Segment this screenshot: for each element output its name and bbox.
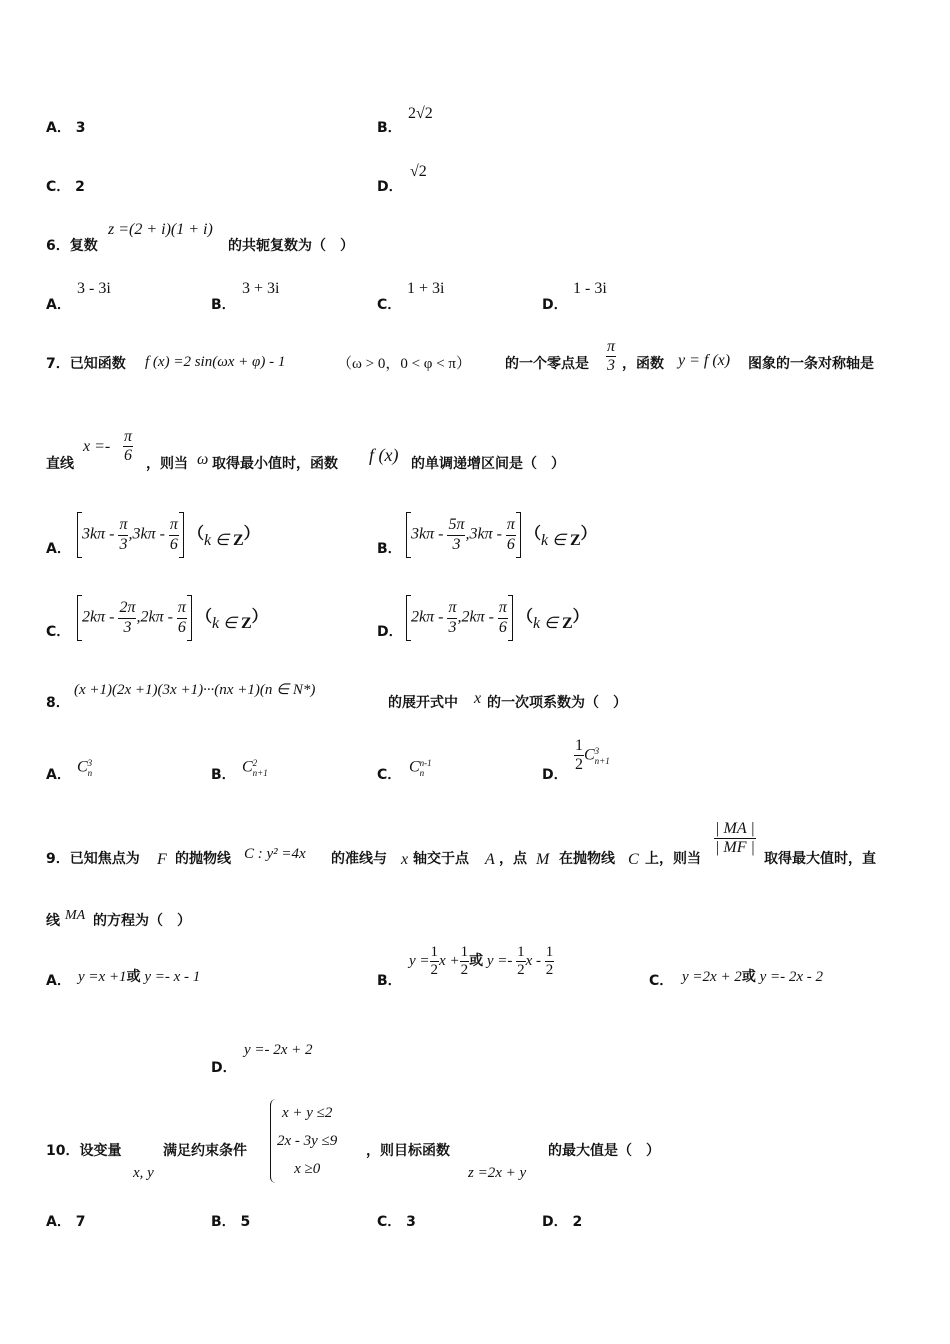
q5-option-c: C． 2 — [46, 179, 85, 195]
q8-option-b-label: B． — [211, 767, 236, 783]
q10-option-c: C． 3 — [377, 1214, 416, 1230]
q6-stem-suffix: 的共轭复数为（ ） — [228, 238, 354, 254]
q8-option-c-label: C． — [377, 767, 402, 783]
q10-option-a: A． 7 — [46, 1214, 86, 1230]
q7-option-c-label: C． — [46, 624, 71, 640]
q9-text-point: ，点 — [499, 851, 527, 867]
q5-option-d-label: D． — [377, 179, 403, 195]
q6-option-b-value: 3 + 3i — [242, 280, 280, 297]
q8-expression: (x +1)(2x +1)(3x +1)···(nx +1)(n ∈ N*) — [74, 682, 316, 698]
q9-option-b-label: B． — [377, 973, 402, 989]
q7-axis-eq: x =- — [83, 438, 111, 455]
q7-option-d-label: D． — [377, 624, 403, 640]
q9-C-equation: C : y² =4x — [244, 846, 306, 862]
q10-text-objective: ，则目标函数 — [366, 1143, 450, 1159]
q8-option-a-value: C 3 n — [77, 758, 93, 778]
q8-option-d-label: D． — [542, 767, 568, 783]
q10-option-b: B． 5 — [211, 1214, 251, 1230]
q10-constraint-system: x + y ≤2 2x - 3y ≤9 x ≥0 — [270, 1099, 337, 1183]
q7-option-a-label: A． — [46, 541, 71, 557]
q8-text-coef: 的一次项系数为（ ） — [487, 695, 627, 711]
q9-option-d-value: y =- 2x + 2 — [244, 1042, 313, 1058]
q9-F: F — [157, 851, 167, 868]
q9-MA: MA — [65, 908, 86, 923]
q6-option-d-label: D． — [542, 297, 568, 313]
q7-option-b-label: B． — [377, 541, 402, 557]
q7-text-interval: 的单调递增区间是（ ） — [411, 456, 565, 472]
q7-text-line: 直线 — [46, 456, 74, 472]
q10-stem-prefix: 10．设变量 — [46, 1143, 122, 1159]
q5-option-a: A． 3 — [46, 120, 86, 136]
q10-vars: x, y — [133, 1165, 154, 1181]
q6-stem-prefix: 6．复数 — [46, 238, 98, 254]
q7-omega: ω — [197, 451, 209, 468]
q7-text-min: 取得最小值时，函数 — [212, 456, 338, 472]
q9-text-parabola: 的抛物线 — [175, 851, 231, 867]
q10-text-constraints: 满足约束条件 — [163, 1143, 247, 1159]
q9-option-a-label: A． — [46, 973, 71, 989]
q7-text-when: ，则当 — [146, 456, 188, 472]
q8-option-c-value: C n-1 n — [409, 758, 432, 778]
q7-function: f (x) =2 sin(ωx + φ) - 1 — [145, 354, 286, 370]
q9-M: M — [536, 851, 550, 868]
q6-option-a-label: A． — [46, 297, 71, 313]
q8-option-d-value: $\frac{1}{2}$ C 3 n+1 — [575, 737, 610, 774]
q8-text-expand: 的展开式中 — [388, 695, 458, 711]
q10-option-d: D． 2 — [542, 1214, 583, 1230]
q9-A: A — [485, 851, 495, 868]
q9-text-max: 取得最大值时，直 — [764, 851, 876, 867]
q7-option-b-value: 3kπ - $\frac{5\pi}{3}$ ,3kπ - $\frac{\pi}{6}$ （k ∈ Z） — [406, 512, 597, 558]
q7-axis-frac: $\frac{\pi}{6}$ — [124, 428, 133, 465]
q9-option-b-value: y = $\frac{1}{2}$ x + $\frac{1}{2}$ 或 y =- $\frac{1}{2}$ x - $\frac{1}{2}$ — [409, 944, 554, 979]
q9-C: C — [628, 851, 639, 868]
q7-option-c-value: 2kπ - $\frac{2\pi}{3}$ ,2kπ - $\frac{\pi}{6}$ （k ∈ Z） — [77, 595, 268, 641]
q5-option-d-value: √2 — [410, 163, 427, 180]
q8-number: 8． — [46, 695, 70, 711]
q9-text-line: 线 — [46, 913, 60, 929]
q9-x: x — [401, 851, 409, 868]
q8-option-a-label: A． — [46, 767, 71, 783]
q7-fx: f (x) — [369, 445, 399, 465]
q9-text-equation: 的方程为（ ） — [93, 913, 191, 929]
q9-stem-prefix: 9．已知焦点为 — [46, 851, 140, 867]
q7-stem-prefix: 7．已知函数 — [46, 356, 126, 372]
q7-text-function: ，函数 — [622, 356, 664, 372]
q6-option-a-value: 3 - 3i — [77, 280, 111, 297]
q9-text-directrix: 的准线与 — [331, 851, 387, 867]
q6-option-b-label: B． — [211, 297, 236, 313]
q6-option-c-label: C． — [377, 297, 402, 313]
q7-condition: （ω > 0，0 < φ < π） — [337, 356, 471, 372]
q5-option-b-label: B． — [377, 120, 402, 136]
q7-yf: y = f (x) — [678, 352, 731, 369]
q8-x: x — [474, 690, 482, 707]
q7-option-d-value: 2kπ - $\frac{\pi}{3}$ ,2kπ - $\frac{\pi}{6}$ （k ∈ Z） — [406, 595, 589, 641]
q7-zero-value: $\frac{\pi}{3}$ — [607, 338, 616, 375]
q9-option-c-label: C． — [649, 973, 674, 989]
q10-text-max: 的最大值是（ ） — [548, 1143, 660, 1159]
q9-option-c-value: y =2x + 2或 y =- 2x - 2 — [682, 969, 823, 985]
q9-option-a-value: y =x +1或 y =- x - 1 — [78, 969, 201, 985]
q9-option-d-label: D． — [211, 1060, 237, 1076]
q5-option-b-value: 2√2 — [408, 105, 433, 122]
q6-expression: z =(2 + i)(1 + i) — [108, 221, 213, 238]
q9-ratio: $\frac{| MA |}{| MF |}$ — [715, 820, 755, 857]
q7-text-axis: 图象的一条对称轴是 — [748, 356, 874, 372]
q10-objective: z =2x + y — [468, 1165, 527, 1181]
q8-option-b-value: C 2 n+1 — [242, 758, 268, 778]
q6-option-d-value: 1 - 3i — [573, 280, 607, 297]
q9-text-when: 上，则当 — [645, 851, 701, 867]
q6-option-c-value: 1 + 3i — [407, 280, 445, 297]
q9-text-on-parabola: 在抛物线 — [559, 851, 615, 867]
q7-text-zero: 的一个零点是 — [505, 356, 589, 372]
q7-option-a-value: 3kπ - $\frac{\pi}{3}$ ,3kπ - $\frac{\pi}{6}$ （k ∈ Z） — [77, 512, 260, 558]
q9-text-axis: 轴交于点 — [413, 851, 469, 867]
